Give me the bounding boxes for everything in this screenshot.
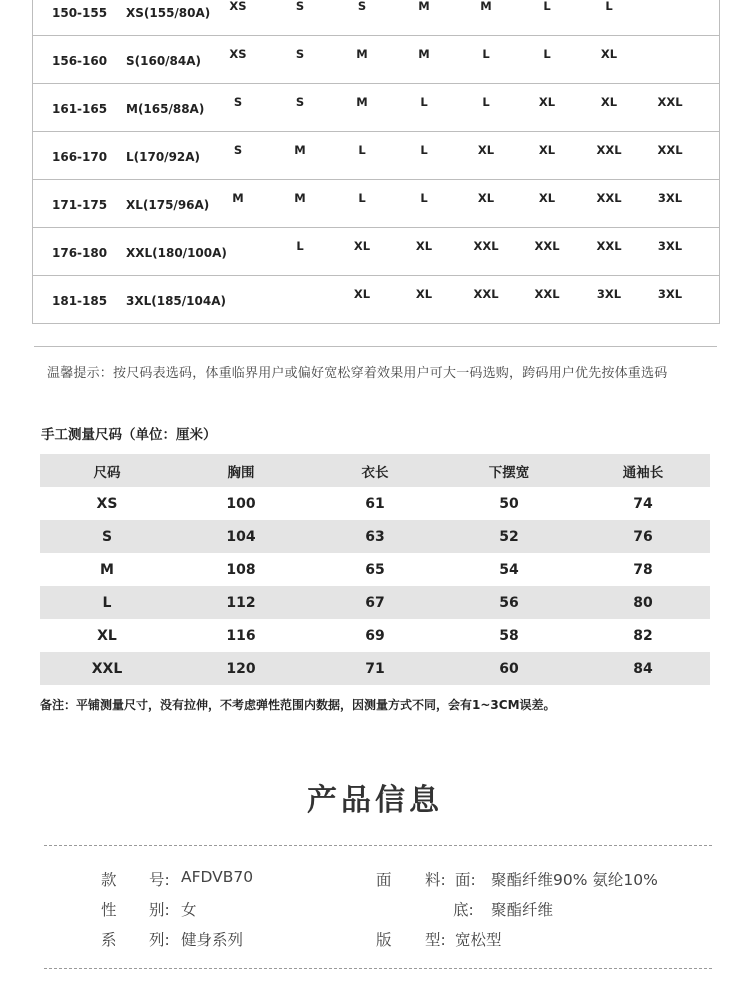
size-cell: 3XL bbox=[596, 287, 622, 301]
size-cell: L bbox=[358, 191, 366, 205]
measure-cell: 76 bbox=[633, 528, 653, 545]
size-row bbox=[33, 276, 719, 323]
size-cell: XL bbox=[538, 191, 556, 205]
fit-label-a: 版 bbox=[376, 931, 392, 949]
measure-cell: 54 bbox=[499, 561, 519, 578]
size-cell: L bbox=[543, 47, 551, 61]
measure-cell: 104 bbox=[226, 528, 256, 545]
height-range: 156-160 bbox=[52, 54, 108, 68]
measure-cell: XL bbox=[97, 627, 117, 644]
size-cell: L bbox=[605, 0, 613, 13]
measure-header-cell: 胸围 bbox=[227, 464, 255, 481]
size-row bbox=[33, 0, 719, 36]
size-chart-table bbox=[32, 0, 720, 324]
measure-cell: XS bbox=[96, 495, 118, 512]
measure-cell: 112 bbox=[226, 594, 256, 611]
size-cell: 3XL bbox=[657, 239, 683, 253]
size-code: XS(155/80A) bbox=[126, 6, 211, 20]
size-cell: L bbox=[420, 191, 428, 205]
measure-cell: M bbox=[100, 561, 114, 578]
size-cell: XL bbox=[353, 287, 371, 301]
size-cell: 3XL bbox=[657, 287, 683, 301]
size-cell: L bbox=[296, 239, 304, 253]
size-cell: XL bbox=[600, 95, 618, 109]
size-code: L(170/92A) bbox=[126, 150, 201, 164]
section-divider bbox=[34, 346, 717, 347]
fabric-base-label: 底: bbox=[453, 901, 474, 919]
size-cell: XL bbox=[600, 47, 618, 61]
measure-cell: 61 bbox=[365, 495, 385, 512]
measure-cell: 78 bbox=[633, 561, 653, 578]
measure-cell: 60 bbox=[499, 660, 519, 677]
fabric-label-b: 料: bbox=[425, 871, 446, 889]
size-cell: M bbox=[294, 191, 306, 205]
measure-cell: 52 bbox=[499, 528, 519, 545]
size-row bbox=[33, 36, 719, 84]
measure-row bbox=[40, 652, 710, 685]
size-cell: S bbox=[295, 0, 305, 13]
size-cell: L bbox=[482, 95, 490, 109]
height-range: 166-170 bbox=[52, 150, 108, 164]
measure-title: 手工测量尺码（单位：厘米） bbox=[41, 427, 217, 443]
measure-cell: 82 bbox=[633, 627, 653, 644]
size-row bbox=[33, 84, 719, 132]
size-cell: XXL bbox=[657, 143, 683, 157]
fit-value: 宽松型 bbox=[455, 931, 502, 949]
size-cell: M bbox=[356, 95, 368, 109]
height-range: 161-165 bbox=[52, 102, 108, 116]
fabric-face-label: 面: bbox=[455, 871, 476, 889]
fabric-label-a: 面 bbox=[376, 871, 392, 889]
size-code: M(165/88A) bbox=[126, 102, 205, 116]
measure-row bbox=[40, 520, 710, 553]
size-code: XXL(180/100A) bbox=[126, 246, 227, 260]
measure-cell: 69 bbox=[365, 627, 385, 644]
measure-cell: 65 bbox=[365, 561, 385, 578]
size-cell: L bbox=[543, 0, 551, 13]
series-label-b: 列: bbox=[149, 931, 170, 949]
size-cell: M bbox=[418, 47, 430, 61]
size-cell: M bbox=[232, 191, 244, 205]
measure-note: 备注：平铺测量尺寸，没有拉伸，不考虑弹性范围内数据，因测量方式不同，会有1~3CM误差。 bbox=[40, 698, 556, 712]
height-range: 171-175 bbox=[52, 198, 108, 212]
size-cell: 3XL bbox=[657, 191, 683, 205]
size-cell: XL bbox=[415, 287, 433, 301]
measure-header-cell: 下摆宽 bbox=[488, 464, 530, 481]
size-cell: M bbox=[480, 0, 492, 13]
measure-cell: 80 bbox=[633, 594, 653, 611]
measure-cell: 71 bbox=[365, 660, 385, 677]
size-cell: S bbox=[295, 47, 305, 61]
measure-cell: 116 bbox=[226, 627, 256, 644]
series-label-a: 系 bbox=[101, 931, 117, 949]
size-cell: XL bbox=[415, 239, 433, 253]
measure-cell: 100 bbox=[226, 495, 256, 512]
height-range: 150-155 bbox=[52, 6, 108, 20]
size-cell: S bbox=[233, 95, 243, 109]
size-cell: L bbox=[482, 47, 490, 61]
measure-cell: 50 bbox=[499, 495, 519, 512]
size-cell: XXL bbox=[473, 287, 499, 301]
size-cell: XL bbox=[538, 95, 556, 109]
measure-header-cell: 衣长 bbox=[361, 464, 389, 481]
fit-label-b: 型: bbox=[425, 931, 446, 949]
measure-cell: 108 bbox=[226, 561, 256, 578]
size-cell: XL bbox=[353, 239, 371, 253]
size-cell: M bbox=[418, 0, 430, 13]
measure-cell: 84 bbox=[633, 660, 653, 677]
size-cell: XL bbox=[477, 143, 495, 157]
measure-header-cell: 尺码 bbox=[93, 464, 121, 481]
size-cell: XXL bbox=[596, 191, 622, 205]
fabric-base-value: 聚酯纤维 bbox=[491, 901, 554, 919]
measure-cell: S bbox=[101, 528, 113, 545]
size-cell: XXL bbox=[473, 239, 499, 253]
measure-cell: 56 bbox=[499, 594, 519, 611]
size-tip: 温馨提示：按尺码表选码，体重临界用户或偏好宽松穿着效果用户可大一码选购，跨码用户优先按体重选码 bbox=[47, 366, 668, 381]
gender-value: 女 bbox=[181, 901, 197, 919]
size-cell: XL bbox=[538, 143, 556, 157]
size-cell: S bbox=[357, 0, 367, 13]
style-label-b: 号: bbox=[149, 871, 170, 889]
dashed-divider-bottom bbox=[44, 968, 712, 969]
measure-header-cell: 通袖长 bbox=[622, 464, 664, 481]
measure-row bbox=[40, 487, 710, 520]
measure-row bbox=[40, 553, 710, 586]
measure-cell: 67 bbox=[365, 594, 385, 611]
size-cell: XXL bbox=[657, 95, 683, 109]
product-info-title: 产品信息 bbox=[307, 783, 443, 818]
size-cell: L bbox=[358, 143, 366, 157]
style-label-a: 款 bbox=[101, 871, 117, 889]
style-value: AFDVB70 bbox=[181, 868, 254, 886]
series-value: 健身系列 bbox=[181, 931, 244, 949]
measure-cell: XXL bbox=[91, 660, 123, 677]
size-cell: XS bbox=[229, 47, 247, 61]
measure-row bbox=[40, 586, 710, 619]
measure-cell: 120 bbox=[226, 660, 256, 677]
size-row bbox=[33, 228, 719, 276]
size-cell: M bbox=[356, 47, 368, 61]
size-cell: XXL bbox=[534, 239, 560, 253]
measure-header-row bbox=[40, 454, 710, 487]
gender-label-b: 别: bbox=[149, 901, 170, 919]
size-cell: M bbox=[294, 143, 306, 157]
dashed-divider-top bbox=[44, 845, 712, 846]
size-cell: XL bbox=[477, 191, 495, 205]
size-row bbox=[33, 132, 719, 180]
measure-cell: 63 bbox=[365, 528, 385, 545]
size-cell: S bbox=[295, 95, 305, 109]
measure-cell: L bbox=[102, 594, 112, 611]
height-range: 181-185 bbox=[52, 294, 108, 308]
size-cell: XXL bbox=[534, 287, 560, 301]
size-cell: L bbox=[420, 143, 428, 157]
size-code: 3XL(185/104A) bbox=[126, 294, 226, 308]
measure-table bbox=[40, 454, 710, 685]
measure-cell: 74 bbox=[633, 495, 653, 512]
size-code: S(160/84A) bbox=[126, 54, 202, 68]
size-cell: XS bbox=[229, 0, 247, 13]
height-range: 176-180 bbox=[52, 246, 108, 260]
measure-row bbox=[40, 619, 710, 652]
size-cell: L bbox=[420, 95, 428, 109]
fabric-face-value: 聚酯纤维90% 氨纶10% bbox=[491, 871, 658, 889]
size-cell: S bbox=[233, 143, 243, 157]
size-cell: XXL bbox=[596, 143, 622, 157]
gender-label-a: 性 bbox=[101, 901, 117, 919]
size-code: XL(175/96A) bbox=[126, 198, 210, 212]
size-cell: XXL bbox=[596, 239, 622, 253]
size-row bbox=[33, 180, 719, 228]
measure-cell: 58 bbox=[499, 627, 519, 644]
